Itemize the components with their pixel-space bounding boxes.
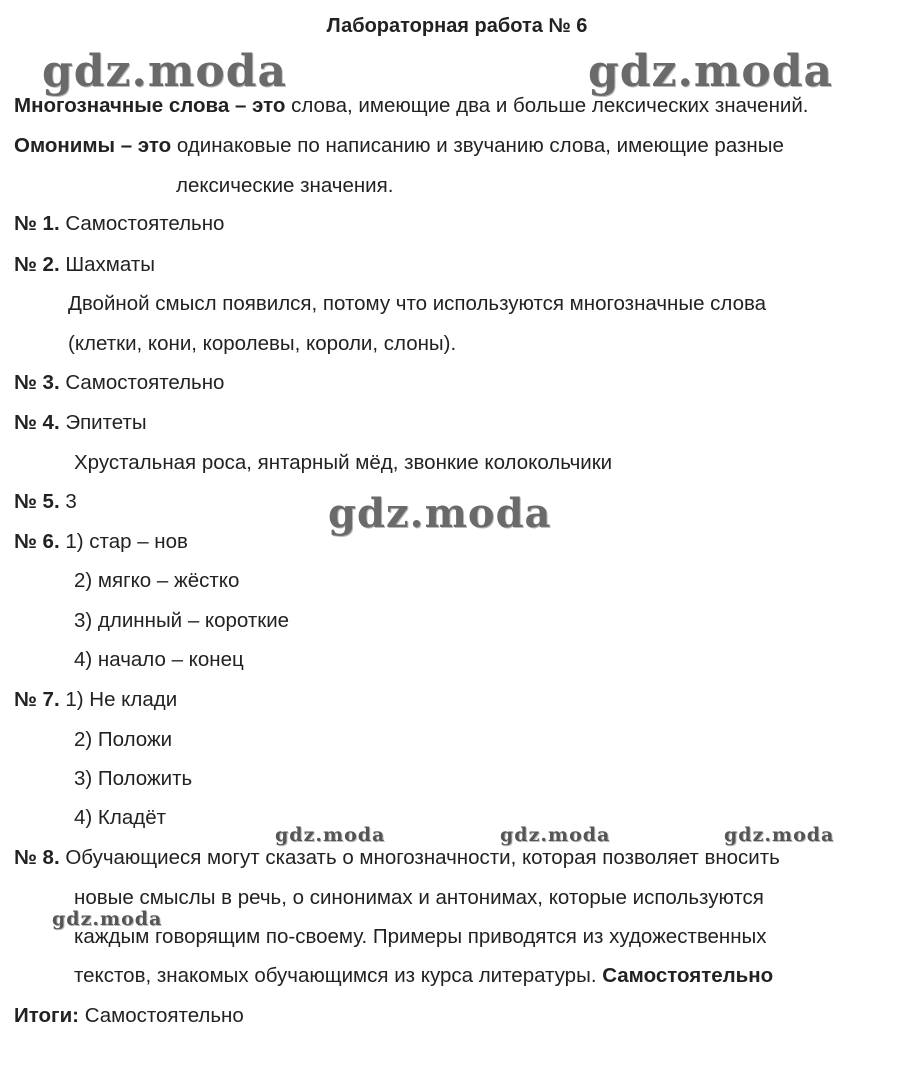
task-4-line: Хрустальная роса, янтарный мёд, звонкие колокольчики: [74, 451, 613, 474]
task-number: № 7.: [14, 688, 60, 711]
summary-label: Итоги:: [14, 1004, 79, 1027]
task-number: № 8.: [14, 846, 60, 869]
task-number: № 2.: [14, 253, 60, 276]
task-answer: Самостоятельно: [59, 212, 225, 235]
definition-text: одинаковые по написанию и звучанию слова, имеющие разные: [171, 134, 784, 157]
task-8-line: каждым говорящим по-своему. Примеры приводятся из художественных: [74, 925, 767, 948]
task-7-item: 2) Положи: [74, 728, 173, 751]
page-title: Лабораторная работа № 6: [326, 15, 588, 37]
task-6: [14, 530, 188, 554]
task-8: [14, 846, 780, 870]
summary-text: Самостоятельно: [79, 1004, 244, 1027]
task-answer: Шахматы: [59, 253, 155, 276]
task-7-item: 4) Кладёт: [74, 806, 166, 829]
definition-text: слова, имеющие два и больше лексических значений.: [285, 94, 809, 117]
task-8-line: Обучающиеся могут сказать о многозначности, которая позволяет вносить: [59, 846, 780, 869]
task-6-item: 2) мягко – жёстко: [74, 569, 240, 592]
task-7-item: 3) Положить: [74, 767, 193, 790]
task-answer: Эпитеты: [59, 411, 147, 434]
task-8-line: текстов, знакомых обучающимся из курса литературы.: [74, 964, 603, 987]
definition-term: Многозначные слова – это: [14, 94, 286, 117]
watermark: gdz.moda: [42, 46, 288, 97]
definition-homonyms: [14, 134, 784, 158]
task-7-item: 1) Не клади: [65, 688, 178, 711]
task-2-line: Двойной смысл появился, потому что используются многозначные слова: [68, 292, 767, 315]
summary: [14, 1004, 244, 1028]
watermark: gdz.moda: [588, 46, 834, 97]
watermark: gdz.moda: [724, 824, 835, 846]
task-7: [14, 688, 177, 712]
task-number: № 4.: [14, 411, 60, 434]
task-8-line-last: [74, 964, 773, 988]
task-2: [14, 253, 155, 277]
watermark: gdz.moda: [275, 824, 386, 846]
task-number: № 1.: [14, 212, 60, 235]
task-number: № 3.: [14, 371, 60, 394]
watermark: gdz.moda: [328, 490, 552, 537]
task-1: [14, 212, 224, 236]
task-number: № 6.: [14, 530, 60, 553]
definition-polysemy: [14, 94, 809, 118]
task-2-line: (клетки, кони, королевы, короли, слоны).: [68, 332, 457, 355]
task-number: № 5.: [14, 490, 60, 513]
task-6-item: 1) стар – нов: [65, 530, 188, 553]
task-3: [14, 371, 224, 395]
task-4: [14, 411, 147, 435]
task-8-bold-end: Самостоятельно: [602, 964, 774, 987]
definition-continuation: лексические значения.: [176, 174, 394, 197]
task-5: [14, 490, 77, 514]
watermark: gdz.moda: [500, 824, 611, 846]
task-6-item: 3) длинный – короткие: [74, 609, 290, 632]
task-6-item: 4) начало – конец: [74, 648, 244, 671]
watermark: gdz.moda: [52, 908, 163, 930]
definition-term: Омонимы – это: [14, 134, 172, 157]
task-8-line: новые смыслы в речь, о синонимах и антонимах, которые используются: [74, 886, 764, 909]
task-answer: 3: [59, 490, 77, 513]
task-answer: Самостоятельно: [59, 371, 225, 394]
